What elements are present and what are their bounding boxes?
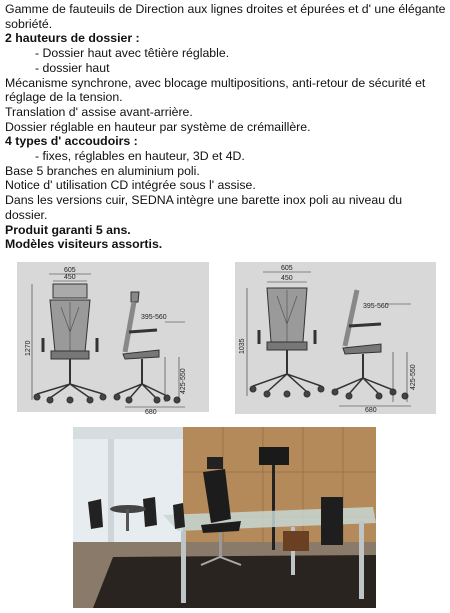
- office-scene: [73, 427, 376, 608]
- mechanism-text: Mécanisme synchrone, avec blocage multipositions, anti-retour de sécurité et réglage de la tension.: [5, 75, 426, 105]
- product-description: [5, 2, 447, 252]
- dim-width-inner: 450: [281, 275, 293, 282]
- dim-base-width: 680: [145, 409, 157, 416]
- dim-arm-height: 395-560: [363, 303, 389, 310]
- dim-height-total: 1270: [25, 340, 32, 356]
- dim-height-total: 1035: [239, 338, 246, 354]
- backrest-heading: 2 hauteurs de dossier :: [5, 31, 140, 46]
- standard-chair-drawing: [235, 262, 436, 414]
- backrest-item: - dossier haut: [35, 60, 110, 75]
- leather-text: Dans les versions cuir, SEDNA intègre une barette inox poli au niveau du dossier.: [5, 193, 403, 222]
- headrest-chair-drawing: [17, 262, 209, 416]
- headrest-shape: [53, 284, 87, 298]
- armrest-item: - fixes, réglables en hauteur, 3D et 4D.: [35, 149, 245, 164]
- office-photo: [73, 427, 376, 608]
- front-view-chair: [250, 288, 324, 397]
- back-adjust-text: Dossier réglable en hauteur par système de crémaillère.: [5, 119, 311, 134]
- side-view-chair: [114, 292, 180, 403]
- front-view-chair: [34, 284, 106, 403]
- diagram-headrest-chair: [17, 262, 209, 416]
- dim-seat-height: 425-550: [410, 364, 417, 390]
- backrest-item: - Dossier haut avec têtière réglable.: [35, 46, 230, 61]
- warranty-text: Produit garanti 5 ans.: [5, 222, 131, 237]
- intro-text: Gamme de fauteuils de Direction aux lignes droites et épurées et d' une élégante sobriété.: [5, 2, 446, 31]
- diagram-standard-chair: [235, 262, 436, 414]
- dim-width-top: 605: [281, 265, 293, 272]
- dim-base-width: 680: [365, 407, 377, 414]
- dim-width-inner: 450: [64, 274, 76, 281]
- dim-width-top: 605: [64, 267, 76, 274]
- base-text: Base 5 branches en aluminium poli.: [5, 163, 200, 178]
- seat-shape: [51, 351, 89, 359]
- visitors-text: Modèles visiteurs assortis.: [5, 237, 163, 252]
- seat-translation-text: Translation d' assise avant-arrière.: [5, 104, 193, 119]
- armrest-heading: 4 types d' accoudoirs :: [5, 134, 138, 149]
- base-shape: [37, 384, 103, 398]
- dim-seat-height: 425-550: [180, 368, 187, 394]
- notice-text: Notice d' utilisation CD intégrée sous l' assise.: [5, 178, 256, 193]
- dim-arm-height: 395-560: [141, 314, 167, 321]
